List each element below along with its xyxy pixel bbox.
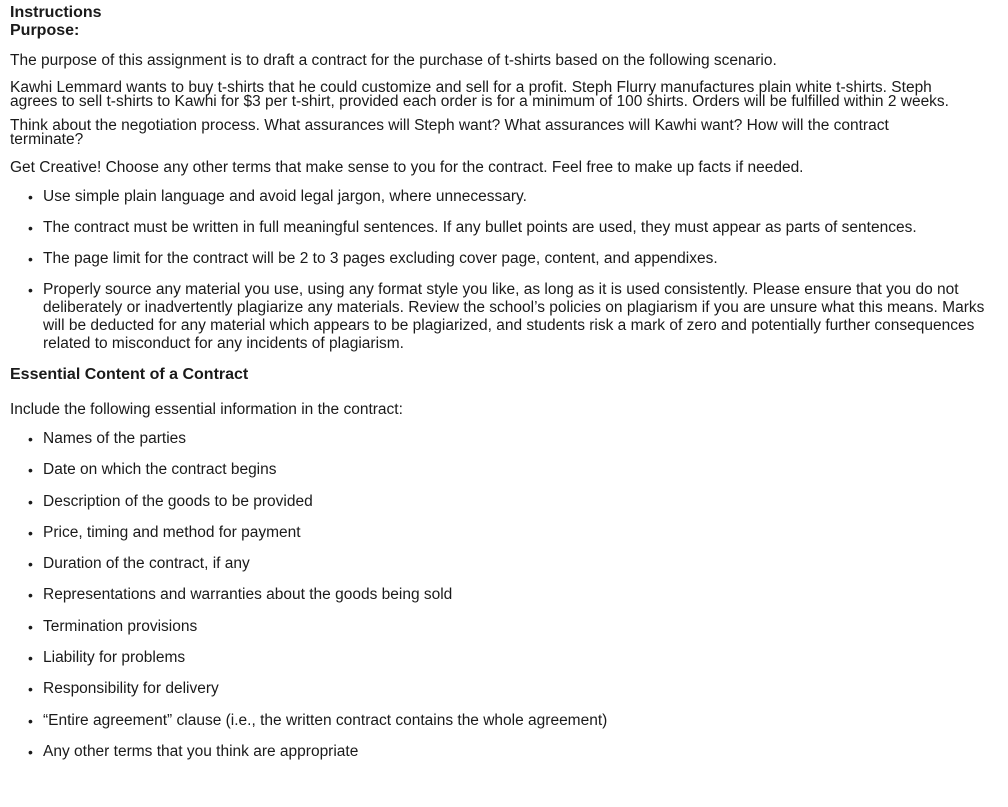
list-item: • Representations and warranties about the goods being sold bbox=[43, 586, 998, 604]
page-title: Instructions bbox=[10, 4, 102, 21]
list-item: • Names of the parties bbox=[43, 430, 998, 448]
get-creative-paragraph: Get Creative! Choose any other terms that make sense to you for the contract. Feel free to make up facts if needed. bbox=[10, 159, 804, 176]
purpose-paragraph: The purpose of this assignment is to draft a contract for the purchase of t-shirts based on the following scenario. bbox=[10, 52, 777, 69]
list-item: • Description of the goods to be provided bbox=[43, 493, 998, 511]
essential-items-list bbox=[10, 430, 998, 761]
list-item: • Liability for problems bbox=[43, 649, 998, 667]
list-item: • Use simple plain language and avoid legal jargon, where unnecessary. bbox=[43, 188, 998, 206]
list-item: • Date on which the contract begins bbox=[43, 461, 998, 479]
essential-content-heading: Essential Content of a Contract bbox=[10, 366, 249, 383]
purpose-heading: Purpose: bbox=[10, 22, 80, 39]
list-item: • Price, timing and method for payment bbox=[43, 524, 998, 542]
rules-list bbox=[10, 188, 998, 353]
list-item: • Properly source any material you use, using any format style you like, as long as it is used consistently. Please ensure that you do not deliberately or inadvertently plagiarize any materials. Review the school’s policies on plagiarism if you are unsure what this means. Marks will be deducted for any material which appears to be plagiarized, and students risk a mark of zero and potentially further consequences related to misconduct for any incidents of plagiarism. bbox=[43, 281, 998, 353]
essential-intro: Include the following essential information in the contract: bbox=[10, 401, 403, 418]
scenario-line: Kawhi Lemmard wants to buy t-shirts that he could customize and sell for a profit. Steph Flurry manufactures plain white t-shirts. Steph bbox=[10, 79, 932, 96]
list-item: • Duration of the contract, if any bbox=[43, 555, 998, 573]
negotiation-line: terminate? bbox=[10, 131, 84, 148]
negotiation-paragraph bbox=[10, 119, 998, 147]
negotiation-line: Think about the negotiation process. What assurances will Steph want? What assurances will Kawhi want? How will the contract bbox=[10, 117, 889, 134]
list-item: • The contract must be written in full meaningful sentences. If any bullet points are used, they must appear as parts of sentences. bbox=[43, 219, 998, 237]
list-item: • Any other terms that you think are appropriate bbox=[43, 743, 998, 761]
scenario-paragraph bbox=[10, 81, 998, 109]
list-item: • Termination provisions bbox=[43, 618, 998, 636]
list-item: • The page limit for the contract will be 2 to 3 pages excluding cover page, content, and appendixes. bbox=[43, 250, 998, 268]
list-item: • Responsibility for delivery bbox=[43, 680, 998, 698]
list-item: • “Entire agreement” clause (i.e., the written contract contains the whole agreement) bbox=[43, 712, 998, 730]
scenario-line: agrees to sell t-shirts to Kawhi for $3 per t-shirt, provided each order is for a minimum of 100 shirts. Orders will be fulfilled within 2 weeks. bbox=[10, 93, 949, 110]
